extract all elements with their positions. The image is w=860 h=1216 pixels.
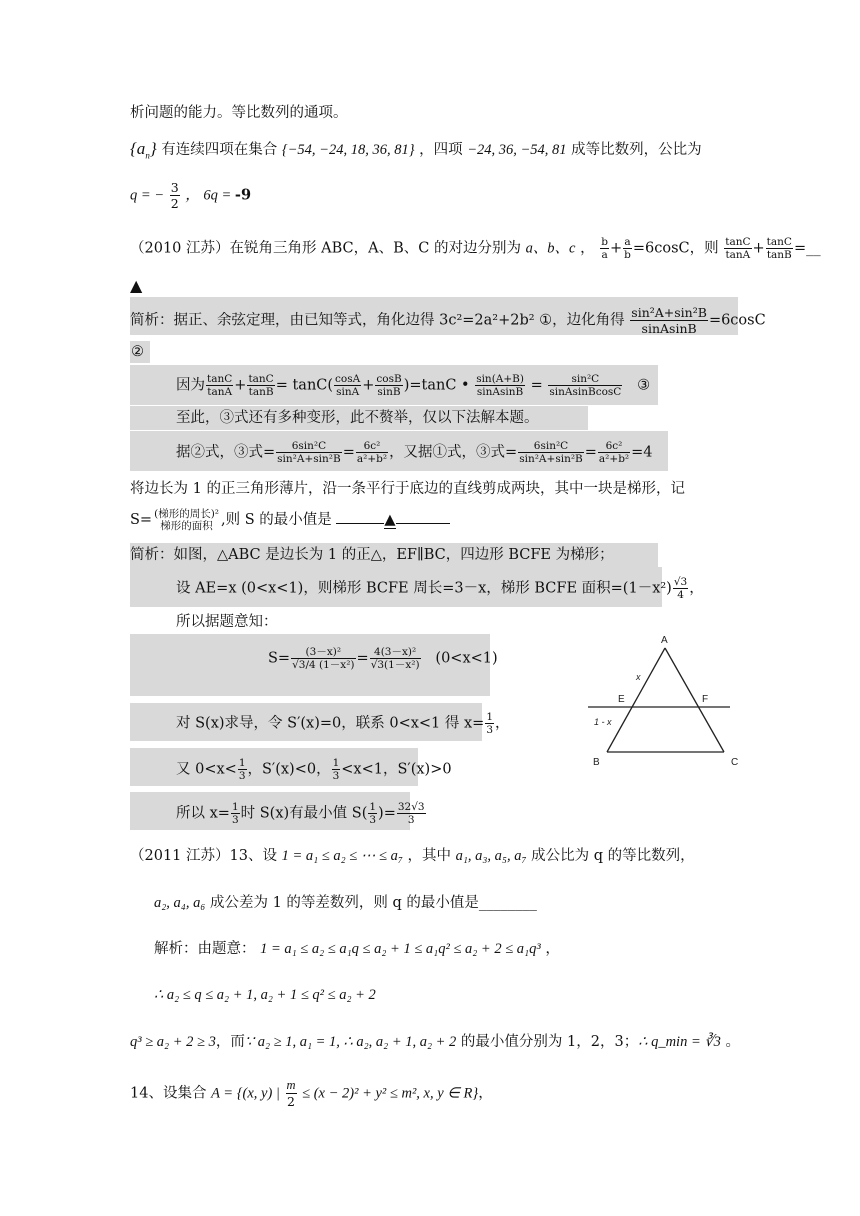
solution-line-3 <box>176 408 539 428</box>
frac-den: sin²A+sin²B <box>277 453 341 465</box>
frac-perimeter-area <box>153 508 220 532</box>
frac-den: sin²A+sin²B <box>519 453 583 465</box>
line2-text-b: ，四项 <box>419 142 463 158</box>
frac-num: (梯形的周长)² <box>154 508 219 520</box>
frac-one-third <box>238 757 247 782</box>
q-cubed-bound: q³ ≥ a₂ + 2 ≥ 3 <box>130 1034 216 1050</box>
frac-one-third <box>485 711 494 736</box>
trap-solution-line-2 <box>176 576 704 601</box>
odd-terms: a₁, a₃, a₅, a₇ <box>455 848 527 864</box>
q-min-result: ∴ q_min = ∛3 <box>638 1034 721 1050</box>
frac-den: a <box>601 249 608 261</box>
comma: ， <box>545 941 560 957</box>
label-x: x <box>636 672 641 682</box>
p2011-prefix: （2011 江苏）13、设 <box>130 848 277 864</box>
frac-den: 3 <box>369 814 377 826</box>
frac-s2-4 <box>375 373 402 398</box>
plus-sign: + <box>609 240 623 257</box>
solution-2011-line-1 <box>154 939 560 959</box>
q-num: 3 <box>170 180 179 195</box>
domain-range: (0<x<1) <box>435 650 498 667</box>
frac-num: 6sin²C <box>518 440 584 453</box>
frac-num: 6c² <box>356 440 388 453</box>
trap-problem-text: 将边长为 1 的正三角形薄片，沿一条平行于底边的直线剪成两块，其中一块是梯形，记 <box>130 481 685 497</box>
frac-s2-3 <box>334 373 361 398</box>
line2-text-a: 有连续四项在集合 <box>161 142 278 158</box>
frac-num: tanC <box>207 373 233 385</box>
comma: ， <box>495 715 510 732</box>
frac-one-third <box>368 801 377 826</box>
frac-num: tanC <box>248 373 274 385</box>
frac-num: tanC <box>766 236 792 248</box>
set-a-start: A = {(x, y) | <box>211 1085 280 1102</box>
trap-solution-text-7b: 时 S(x)有最小值 S( <box>240 805 368 822</box>
trap-solution-text-6c: <x<1，S′(x)>0 <box>341 761 452 778</box>
plus-sign: + <box>362 377 375 394</box>
solution-eq: =6cosC <box>708 312 766 329</box>
chain-inequality: 1 = a₁ ≤ a₂ ≤ ⋯ ≤ a₇ <box>281 848 403 864</box>
intro-text: 析问题的能力。等比数列的通项。 <box>130 105 348 121</box>
solution-2011-bounds: ∴ a₂ ≤ q ≤ a₂ + 1, a₂ + 1 ≤ q² ≤ a₂ + 2 <box>154 987 376 1003</box>
because-text: 因为 <box>176 377 205 394</box>
frac-s4-3 <box>518 440 584 465</box>
equals: )= <box>378 805 396 822</box>
frac-num: m <box>286 1078 296 1092</box>
label-one-minus-x: 1 - x <box>594 717 612 727</box>
trap-solution-text-5: 对 S(x)求导，令 S′(x)=0，联系 0<x<1 得 x= <box>176 715 485 732</box>
label-f: F <box>702 694 709 705</box>
frac-den: 3 <box>407 814 415 826</box>
frac-num: sin(A+B) <box>476 373 524 385</box>
frac-s4-2 <box>356 440 388 465</box>
solution-line-4: 据②式，③式= $\frac{\text{6sin²C}}{\text{sin²A+sin²B}}$ = $\frac{\text{6c²}}{\text{a²+b²}}$ ，又据①式，③式= $\frac{\text{6sin²C}}{\text{sin²A+sin²B}}$ = $\frac{\text{6c²}}{\text{a²+b²}}$ =4 <box>176 440 653 465</box>
solution-line-2: 因为 $\frac{\tan C}{\tan A}$ + $\frac{\tan C}{\tan B}$ = tanC( $\frac{\cos A}{\sin A}$ + $\frac{\cos B}{\sin B}$ )=tanC • $\frac{\sin(A+B)}{\text{sinAsinB}}$ = $\frac{\text{sin²C}}{\text{sinAsinBcosC}}$ ③ <box>176 373 651 398</box>
frac-den: 3 <box>238 770 246 782</box>
trap-solution-text-6a: 又 0<x< <box>176 761 237 778</box>
frac-b-a <box>600 236 609 261</box>
triangle-mark: ▲ <box>384 512 396 528</box>
since-clause: ∵ a₂ ≥ 1, a₁ = 1, ∴ a₂, a₂ + 1, a₂ + 2 <box>244 1034 457 1050</box>
tanc-expr: = tanC( <box>275 377 334 394</box>
frac-s2-6 <box>548 373 622 398</box>
set-expression: {−54, −24, 18, 36, 81} <box>281 142 415 158</box>
frac-den: tanB <box>248 386 274 398</box>
frac-num: tanC <box>725 236 751 248</box>
text-line-3 <box>130 180 251 211</box>
trap-solution-text-1: 简析：如图，△ABC 是边长为 1 的正△，EF∥BC，四边形 BCFE 为梯形； <box>130 547 614 563</box>
frac-min-value <box>397 801 426 826</box>
answer-blank <box>396 509 450 524</box>
set-a-condition: ≤ (x − 2)² + y² ≤ m², x, y ∈ R} <box>302 1085 479 1102</box>
trap-solution-text-7a: 所以 x= <box>176 805 230 822</box>
label-c: C <box>731 757 739 768</box>
frac-num: 1 <box>332 757 340 769</box>
frac-den: √3/4 (1－x²) <box>292 659 355 671</box>
trap-solution-text-2: 设 AE=x (0<x<1)，则梯形 BCFE 周长=3－x，梯形 BCFE 面积=(1－x²) <box>176 580 672 597</box>
frac-num: (3－x)² <box>291 646 355 659</box>
frac-den: 2 <box>287 1094 295 1109</box>
frac-num: cosB <box>376 373 402 385</box>
problem-2011-line-1 <box>130 846 695 866</box>
label-a: A <box>661 635 668 646</box>
frac-den: sinAsinB <box>476 386 524 398</box>
frac-num: 1 <box>369 801 377 813</box>
frac-num: sin²C <box>548 373 622 386</box>
solution-2011-prefix: 解析：由题意： <box>154 941 256 957</box>
plus-sign: + <box>752 240 765 257</box>
triangle-mark: ▲ <box>130 276 143 295</box>
frac-num: √3 <box>673 576 688 588</box>
frac-num: a <box>624 236 631 248</box>
problem-2011-line-2 <box>154 893 537 913</box>
trap-problem-line-1 <box>130 479 685 499</box>
solution-text-4a: 据②式，③式= <box>176 444 276 461</box>
answer-triangle-1 <box>130 276 142 296</box>
frac-den: sinAsinBcosC <box>549 386 622 398</box>
frac-num: 6c² <box>598 440 630 453</box>
solution-2011-chain: 1 = a₁ ≤ a₂ ≤ a₁q ≤ a₂ + 1 ≤ a₁q² ≤ a₂ + 2 ≤ a₁q³ <box>260 941 541 957</box>
frac-one-third <box>332 757 341 782</box>
frac-den: tanB <box>766 249 792 261</box>
trap-solution-text-6b: ，S′(x)<0， <box>247 761 331 778</box>
frac-den: a²+b² <box>356 453 388 465</box>
edge-ab <box>607 648 665 752</box>
trap-solution-text-3: 所以据题意知： <box>176 614 278 630</box>
frac-den: b <box>624 249 631 261</box>
frac-den: 4 <box>677 589 684 601</box>
comma: ， <box>478 1085 493 1102</box>
s-label: S= <box>268 650 291 667</box>
comma: ， <box>689 580 704 597</box>
plus-sign: + <box>234 377 247 394</box>
s-label: S= <box>130 512 153 528</box>
frac-den: sinAsinB <box>641 321 697 336</box>
frac-num: cosA <box>335 373 361 385</box>
label-e: E <box>618 694 625 705</box>
frac-num: 4(3－x)² <box>370 646 421 659</box>
frac-den: 梯形的面积 <box>160 520 213 532</box>
frac-one-third <box>231 801 240 826</box>
frac-tanc-tanb <box>766 236 793 261</box>
frac-num: 1 <box>231 801 239 813</box>
frac-den: a²+b² <box>598 453 630 465</box>
frac-m-2 <box>286 1078 297 1109</box>
solution-line-1 <box>130 305 766 336</box>
frac-tanc-tana <box>724 236 751 261</box>
trap-solution-line-6 <box>176 757 452 782</box>
frac-num: b <box>601 236 608 248</box>
problem-2010 <box>130 236 821 261</box>
p2011-text-b: ，其中 <box>407 848 451 864</box>
text-line-2 <box>130 139 702 160</box>
frac-s4-1 <box>276 440 342 465</box>
frac-a-b <box>623 236 632 261</box>
problem-14-prefix: 14、设集合 <box>130 1085 207 1102</box>
frac-den: tanA <box>725 249 751 261</box>
frac-den: sinA <box>336 386 360 398</box>
frac-s-1 <box>291 646 355 671</box>
p2011-question: 成公差为 1 的等差数列，则 q 的最小值是________ <box>209 895 537 911</box>
frac-s2-2 <box>247 373 274 398</box>
label-b: B <box>593 757 600 768</box>
frac-den: √3(1－x²) <box>370 659 420 671</box>
frac-s-2 <box>370 646 421 671</box>
frac-den: sinB <box>377 386 401 398</box>
q-den: 2 <box>170 196 179 211</box>
p2010-eq: =6cosC，则 <box>632 240 719 257</box>
frac-s2-1 <box>206 373 233 398</box>
q-expr: q = − <box>130 187 165 204</box>
solution-text-1: 简析：据正、余弦定理，由已知等式，角化边得 3c²=2a²+2b² ①，边化角得 <box>130 312 625 329</box>
solution-text-3: 至此，③式还有多种变形，此不赘举，仅以下法解本题。 <box>176 410 539 426</box>
trap-solution-line-7 <box>176 801 427 826</box>
p2010-tail: =__ <box>793 240 821 257</box>
trap-solution-line-5 <box>176 711 510 736</box>
q-fraction <box>170 180 180 211</box>
trap-solution-line-4: S= $\frac{\text{(3－x)²}}{\text{√3/4 (1－x²)}}$ = $\frac{\text{4(3－x)²}}{\text{√3(1－x²)}}$ (0<x<1) <box>268 646 498 671</box>
frac-sqrt3-4 <box>673 576 688 601</box>
frac-den: 3 <box>231 814 239 826</box>
trap-solution-line-3 <box>176 612 278 632</box>
frac-s2-5 <box>475 373 525 398</box>
frac-den: 3 <box>486 724 494 736</box>
circled-2: ② <box>131 344 144 360</box>
frac-num: 6sin²C <box>276 440 342 453</box>
p2011-text-c: 成公比为 q 的等比数列， <box>531 848 695 864</box>
solution-line-1b <box>131 342 144 362</box>
solution-2011-text-b: 的最小值分别为 1，2，3； <box>460 1034 639 1050</box>
frac-num: 32√3 <box>397 801 425 813</box>
p2010-sep: ， <box>580 240 595 257</box>
period: 。 <box>725 1034 740 1050</box>
p2010-prefix: （2010 江苏）在锐角三角形 ABC，A、B、C 的对边分别为 <box>130 240 521 257</box>
solution-2011-line-3 <box>130 1032 740 1052</box>
line2-text-c: 成等比数列，公比为 <box>571 142 702 158</box>
frac-den: tanA <box>207 386 233 398</box>
p2010-sides: a、b、c <box>525 240 576 257</box>
answer-value: -9 <box>234 186 252 204</box>
frac-den: 3 <box>332 770 340 782</box>
frac-num: 1 <box>486 711 494 723</box>
trap-solution-line-1 <box>130 545 614 565</box>
solution-2011-text-a: ，而 <box>215 1034 245 1050</box>
tanc-dot: )=tanC • <box>403 377 475 394</box>
solution-result: =4 <box>631 444 653 461</box>
solution-2011-line-2 <box>154 985 376 1005</box>
frac-sin-sum <box>630 305 708 336</box>
frac-s4-4 <box>598 440 630 465</box>
six-q: ， 6q = <box>185 187 235 204</box>
answer-blank <box>336 509 384 524</box>
trap-question: ,则 S 的最小值是 <box>221 512 332 528</box>
geometric-terms: −24, 36, −54, 81 <box>467 142 567 158</box>
text-line-1 <box>130 103 348 123</box>
triangle-diagram <box>588 632 748 772</box>
circled-3: ③ <box>637 377 651 394</box>
problem-14 <box>130 1078 493 1109</box>
solution-text-4b: ，又据①式，③式= <box>389 444 518 461</box>
edge-ac <box>665 648 724 752</box>
frac-num: 1 <box>238 757 246 769</box>
even-terms: a₂, a₄, a₆ <box>154 895 206 911</box>
trap-problem-line-2 <box>130 508 450 532</box>
sequence-symbol: $\{a_n\}$ <box>130 139 157 161</box>
frac-num: sin²A+sin²B <box>631 305 707 320</box>
